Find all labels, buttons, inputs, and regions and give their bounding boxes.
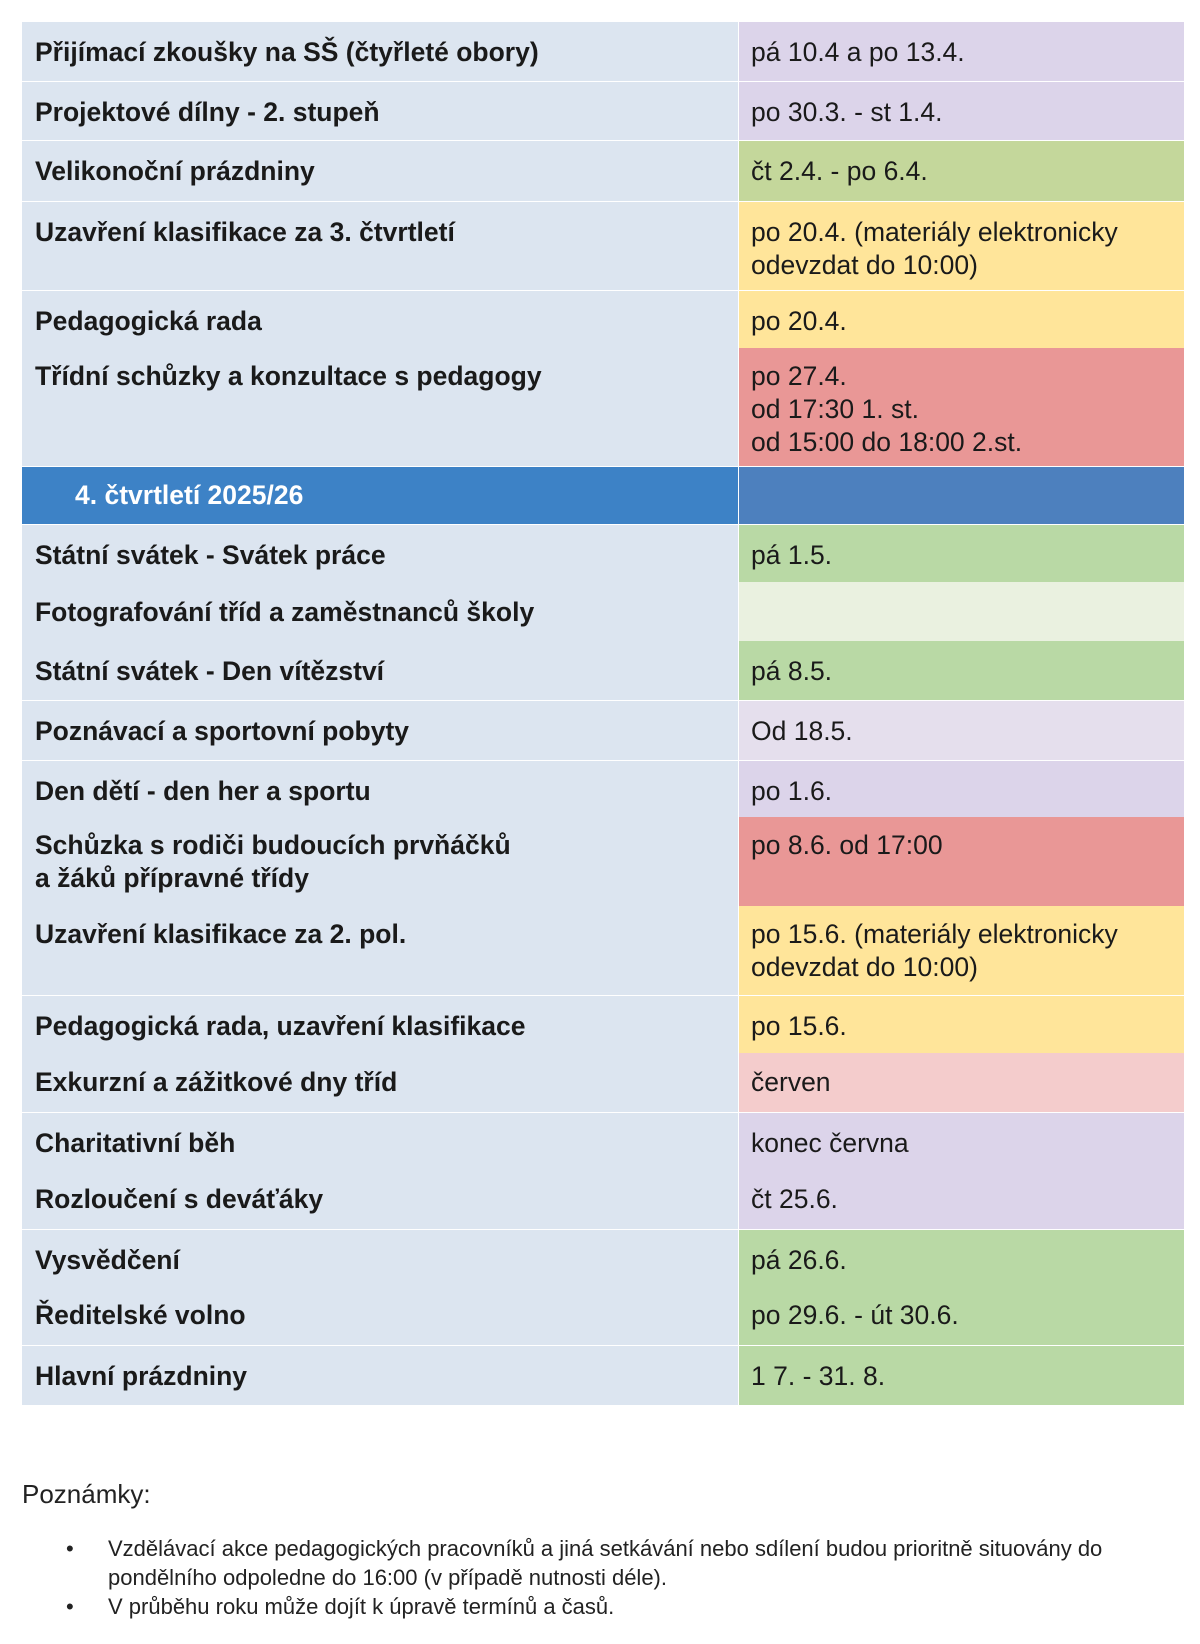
date-cell [739,201,1185,290]
table-row [22,1286,1184,1345]
table-row [22,760,1184,817]
date-label: červen [751,1067,831,1097]
table-row [22,582,1184,641]
table-row [22,1229,1184,1286]
event-label: Rozloučení s deváťáky [35,1184,324,1214]
event-cell [22,201,739,290]
event-label: Den dětí - den her a sportu [35,775,371,806]
date-label: po 8.6. od 17:00 [751,830,943,860]
date-cell [739,700,1185,760]
date-cell [739,22,1185,81]
event-cell [22,700,739,760]
schedule-table [22,22,1184,1405]
event-label: Velikonoční prázdniny [35,155,315,186]
event-cell [22,81,739,140]
section-header-row [22,466,1184,524]
event-label: Poznávací a sportovní pobyty [35,715,410,746]
event-label: Vysvědčení [35,1244,180,1275]
event-label: Pedagogická rada, uzavření klasifikace [35,1010,526,1041]
date-cell [739,348,1185,466]
date-cell [739,582,1185,641]
date-cell [739,995,1185,1053]
event-cell [22,1229,739,1286]
event-cell [22,524,739,582]
date-cell [739,1286,1185,1345]
date-label: pá 26.6. [751,1244,847,1275]
date-cell [739,524,1185,582]
event-cell [22,348,739,466]
event-cell [22,582,739,641]
event-label: Charitativní běh [35,1127,236,1158]
note-text: Vzdělávací akce pedagogických pracovníků a jiná setkávání nebo sdílení budou prioritně situovány do pondělního odpoledne do 16:00 (v případě nutnosti déle). [108,1536,1103,1590]
note-text: V průběhu roku může dojít k úpravě termínů a časů. [108,1594,615,1619]
event-cell [22,1112,739,1170]
event-cell [22,760,739,817]
event-label: Uzavření klasifikace za 2. pol. [35,919,407,949]
table-row [22,1112,1184,1170]
list-item [22,1592,1172,1621]
date-label: po 27.4. od 17:30 1. st. od 15:00 do 18:00 2.st. [751,361,1023,457]
date-cell [739,1053,1185,1112]
bullet-icon: • [66,1594,74,1619]
date-label: čt 25.6. [751,1184,838,1214]
event-cell [22,140,739,201]
date-cell [739,641,1185,700]
date-cell [739,1170,1185,1229]
date-label: po 15.6. [751,1010,847,1041]
table-row [22,348,1184,466]
section-title: 4. čtvrtletí 2025/26 [75,479,304,510]
date-label: pá 8.5. [751,656,833,686]
event-cell [22,1170,739,1229]
table-row [22,140,1184,201]
event-cell [22,1345,739,1405]
list-item [22,1534,1172,1592]
event-label: Exkurzní a zážitkové dny tříd [35,1067,398,1097]
date-label: Od 18.5. [751,715,853,746]
event-cell [22,1053,739,1112]
date-cell [739,1229,1185,1286]
table-row [22,290,1184,348]
date-label: po 30.3. - st 1.4. [751,96,943,127]
event-label: Projektové dílny - 2. stupeň [35,96,380,127]
event-label: Ředitelské volno [35,1300,246,1330]
date-cell [739,140,1185,201]
table-row [22,906,1184,995]
event-label: Pedagogická rada [35,305,262,336]
date-cell [739,906,1185,995]
date-label: po 29.6. - út 30.6. [751,1300,959,1330]
event-label: Třídní schůzky a konzultace s pedagogy [35,361,542,391]
event-label: Státní svátek - Svátek práce [35,539,386,570]
bullet-icon: • [66,1536,74,1561]
date-cell [739,1345,1185,1405]
event-cell [22,906,739,995]
event-cell [22,22,739,81]
date-cell [739,290,1185,348]
date-label: po 1.6. [751,775,833,806]
table-row [22,81,1184,140]
date-cell [739,817,1185,906]
event-cell [22,641,739,700]
event-cell [22,290,739,348]
event-label: Hlavní prázdniny [35,1360,248,1391]
date-cell [739,81,1185,140]
date-label: pá 1.5. [751,539,833,570]
date-label: 1 7. - 31. 8. [751,1360,886,1391]
event-label: Schůzka s rodiči budoucích prvňáčků a žáků přípravné třídy [35,830,511,893]
table-row [22,1345,1184,1405]
table-row [22,700,1184,760]
date-cell [739,1112,1185,1170]
event-cell [22,817,739,906]
notes-list [22,1534,1172,1621]
table-row [22,817,1184,906]
section-header [22,466,739,524]
date-label: čt 2.4. - po 6.4. [751,155,928,186]
date-label: pá 10.4 a po 13.4. [751,37,965,67]
date-label: po 20.4. [751,305,847,336]
event-label: Uzavření klasifikace za 3. čtvrtletí [35,216,455,247]
section-header-fill [739,466,1185,524]
date-cell [739,760,1185,817]
event-label: Státní svátek - Den vítězství [35,656,385,686]
table-row [22,1053,1184,1112]
table-row [22,995,1184,1053]
notes-title: Poznámky: [22,1479,151,1509]
date-label: po 15.6. (materiály elektronicky odevzdat do 10:00) [751,919,1118,982]
date-label: po 20.4. (materiály elektronicky odevzdat do 10:00) [751,216,1118,280]
event-label: Fotografování tříd a zaměstnanců školy [35,597,535,627]
table-row [22,641,1184,700]
event-cell [22,995,739,1053]
date-label: konec června [751,1127,909,1158]
table-row [22,22,1184,81]
notes-section [22,1478,1172,1621]
event-cell [22,1286,739,1345]
table-row [22,1170,1184,1229]
event-label: Přijímací zkoušky na SŠ (čtyřleté obory) [35,37,539,67]
table-row [22,524,1184,582]
table-row [22,201,1184,290]
